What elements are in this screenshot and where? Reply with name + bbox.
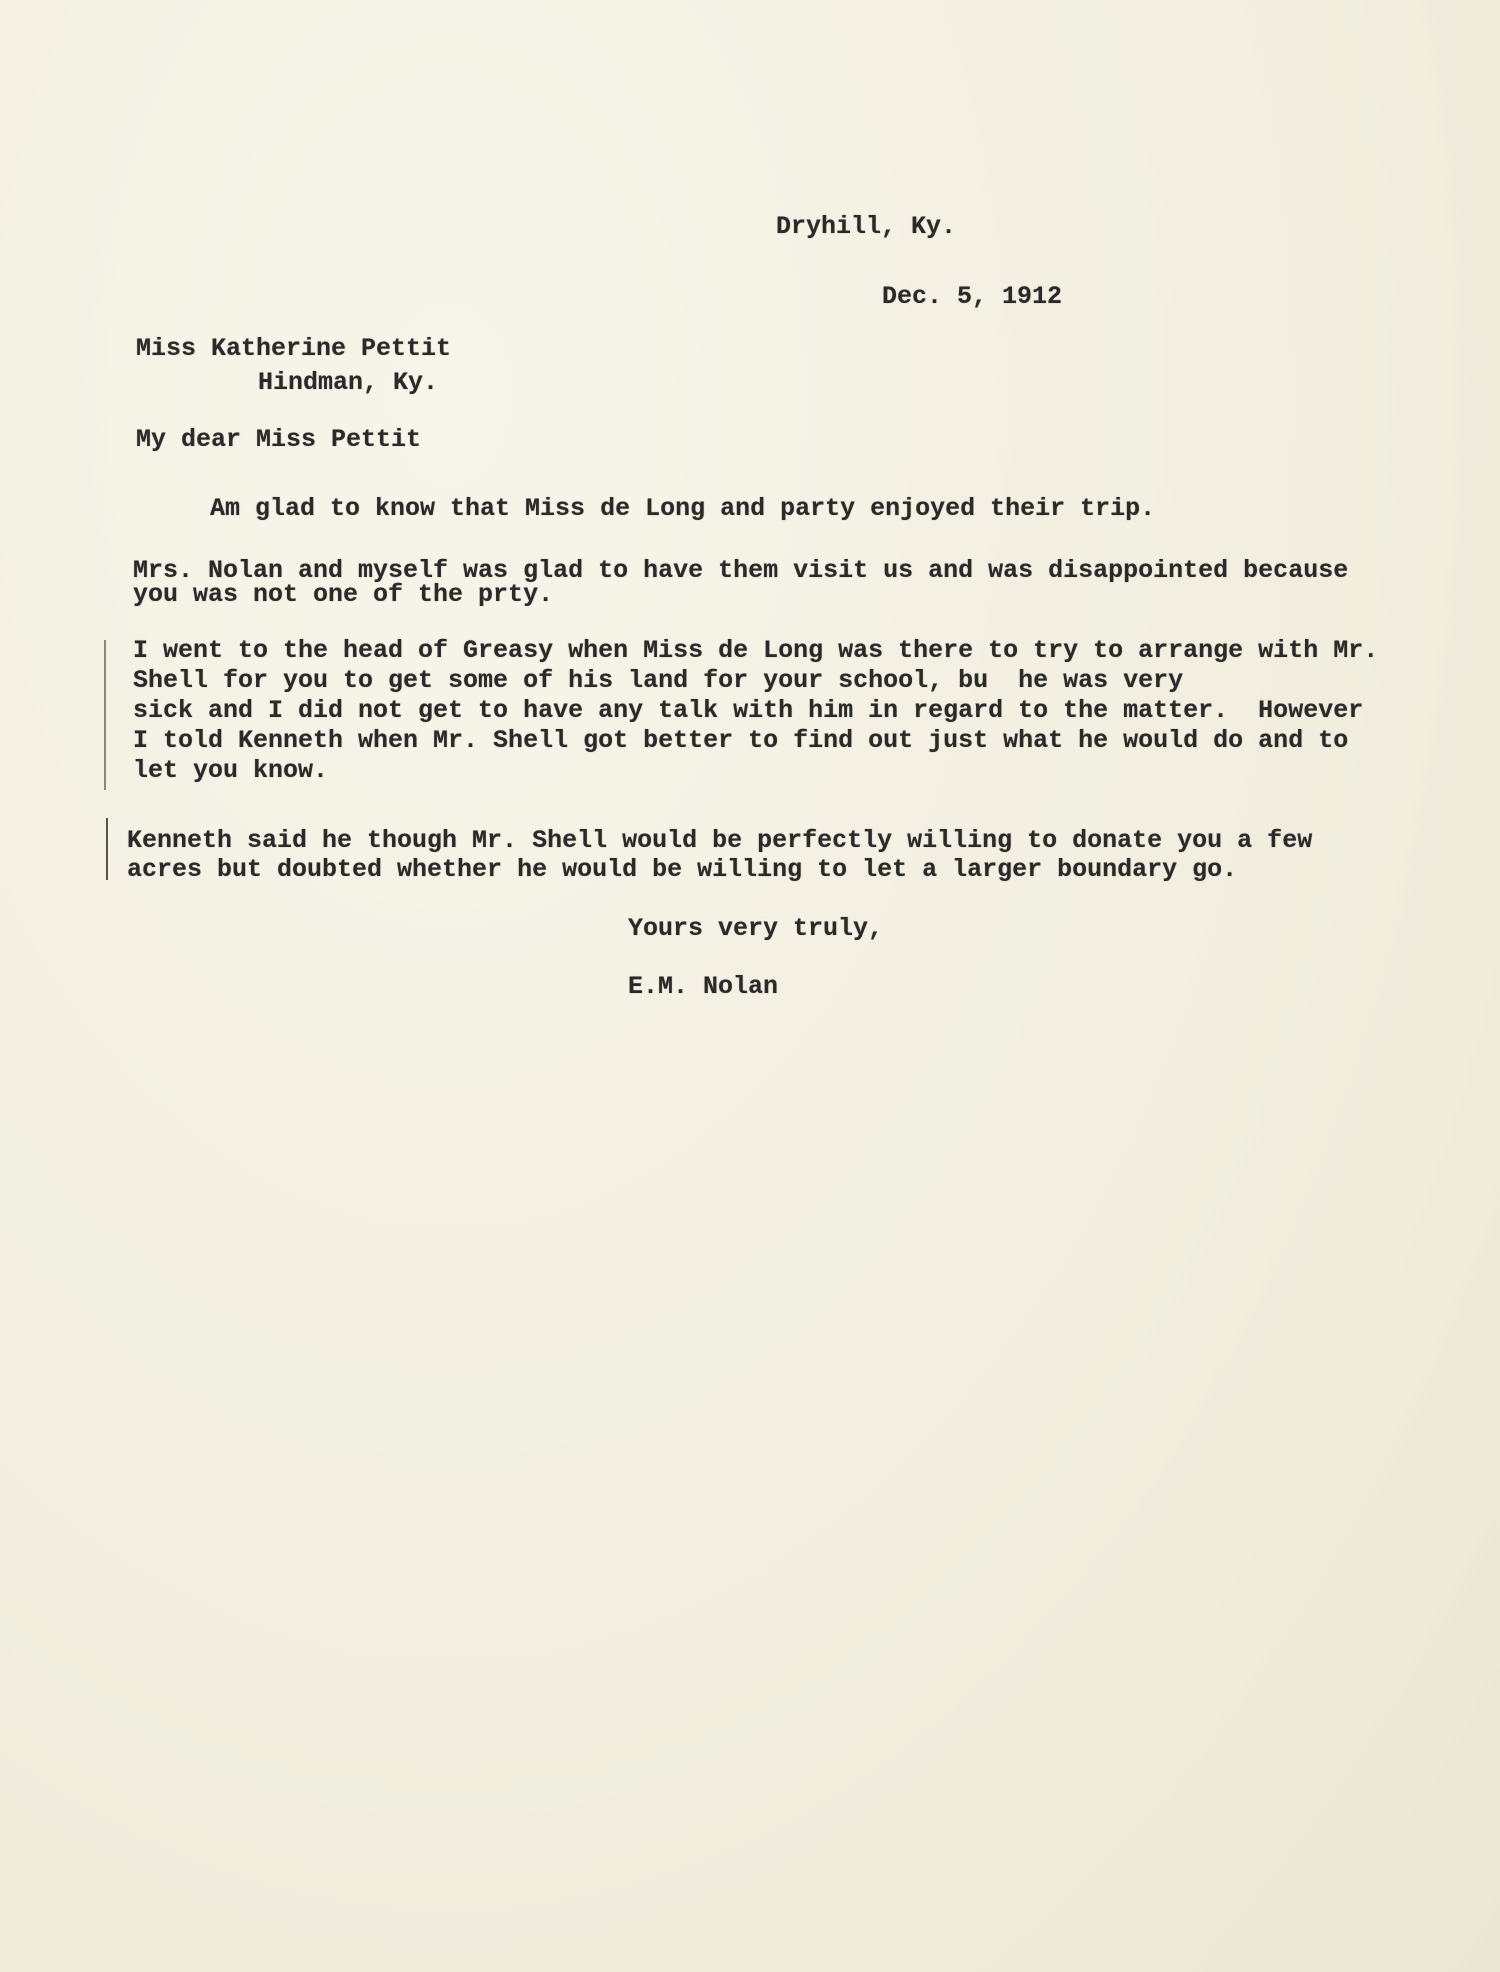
sender-place: Dryhill, Ky. xyxy=(776,212,957,241)
margin-mark xyxy=(104,640,106,790)
paragraph-1-line: Am glad to know that Miss de Long and party enjoyed their trip. xyxy=(210,494,1156,523)
paragraph-4-line: Kenneth said he though Mr. Shell would be perfectly willing to donate you a few xyxy=(127,826,1313,855)
recipient-name: Miss Katherine Pettit xyxy=(136,334,452,363)
paragraph-4-line: acres but doubted whether he would be willing to let a larger boundary go. xyxy=(127,855,1238,884)
paragraph-3-line: I went to the head of Greasy when Miss de Long was there to try to arrange with Mr. xyxy=(133,636,1379,665)
paragraph-3-line: let you know. xyxy=(133,756,329,785)
paragraph-2-line: Mrs. Nolan and myself was glad to have them visit us and was disappointed because xyxy=(133,556,1349,585)
paragraph-2-line: you was not one of the prty. xyxy=(133,580,554,609)
recipient-place: Hindman, Ky. xyxy=(258,368,439,397)
closing: Yours very truly, xyxy=(628,914,884,943)
paragraph-3-line: I told Kenneth when Mr. Shell got better to find out just what he would do and to xyxy=(133,726,1349,755)
paragraph-3-line: Shell for you to get some of his land for your school, bu he was very xyxy=(133,666,1184,695)
salutation: My dear Miss Pettit xyxy=(136,425,422,454)
signature: E.M. Nolan xyxy=(628,972,779,1001)
letter-date: Dec. 5, 1912 xyxy=(882,282,1063,311)
margin-mark xyxy=(106,818,108,880)
paragraph-3-line: sick and I did not get to have any talk with him in regard to the matter. However xyxy=(133,696,1364,725)
